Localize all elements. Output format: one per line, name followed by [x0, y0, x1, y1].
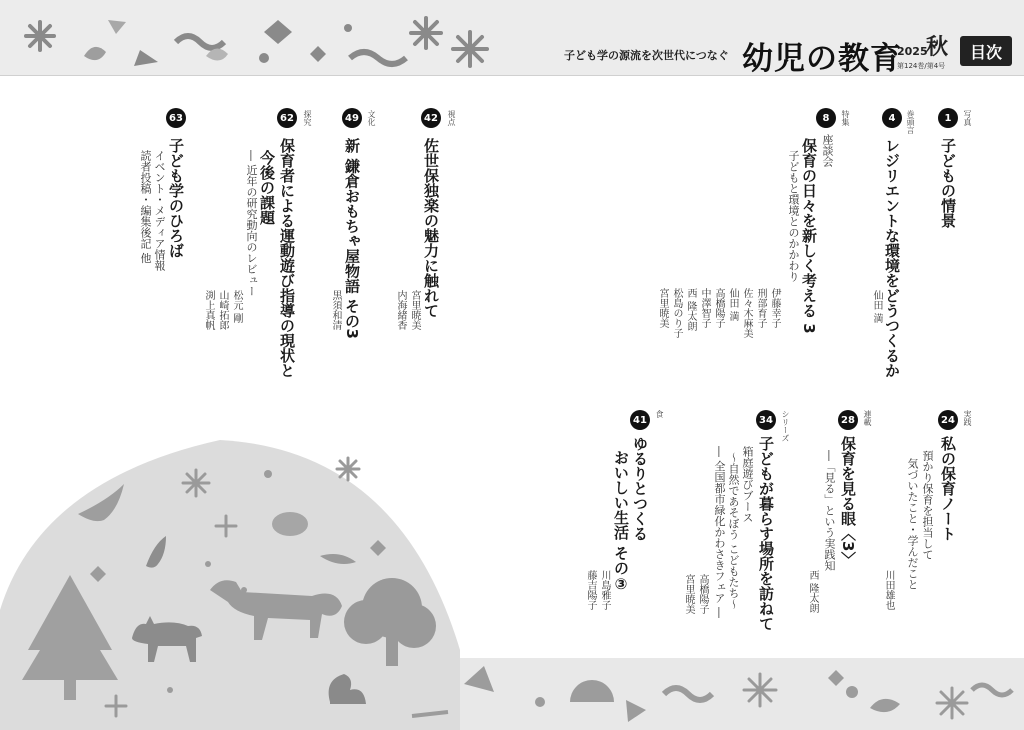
entry-category: 巻頭言 [906, 110, 915, 134]
entry-author: 宮里暁美 [683, 574, 694, 614]
magazine-slogan: 子ども学の源流を次世代につなぐ [564, 49, 729, 62]
sparkle-icon [411, 18, 441, 48]
entry-author: 西 隆太朗 [685, 288, 696, 332]
sparkle-icon [453, 32, 487, 66]
header-decoration [0, 0, 520, 75]
entry-author: 西 隆太朗 [807, 570, 818, 614]
entry-category: 特集 [841, 110, 850, 126]
issue-year: 2025 [897, 45, 928, 58]
entry-title: 保育者による運動遊び指導の現状と [278, 138, 296, 378]
triangle-shape [108, 20, 126, 34]
entry-subtitle-2: ～自然であそぼう こどもたち～ [727, 452, 740, 610]
entry-author: 宮里暁美 [657, 288, 668, 328]
sparkle-icon [26, 22, 54, 50]
entry-author: 川島雅子 [599, 570, 610, 610]
sparkle-icon [183, 470, 209, 496]
entry-title: 子ども学のひろば [167, 138, 185, 258]
bottom-band [460, 658, 1024, 730]
entry-subtitle: おいしい生活 その③ [612, 450, 630, 594]
entry-author: 松島のり子 [671, 288, 682, 338]
entry-title: 佐世保独楽の魅力に触れて [422, 138, 440, 318]
entry-subtitle: 箱庭遊びブース [741, 446, 754, 523]
page-number-badge: 62 [277, 108, 297, 128]
leaf-shape [84, 47, 106, 60]
sparkle-icon [937, 688, 967, 718]
dot-shape [205, 561, 211, 567]
issue-season: 秋 [926, 34, 949, 60]
entry-category: 食 [655, 410, 664, 418]
issue-volume: 第124巻/第4号 [897, 62, 946, 70]
fish-icon [272, 512, 308, 536]
entry-author: 仙田 満 [727, 288, 738, 322]
entry-title: 私の保育ノート [939, 436, 957, 541]
entry-author: 山崎拓郎 [217, 290, 228, 330]
entry-author: 内海緒香 [395, 290, 406, 330]
dot-shape [344, 24, 352, 32]
entry-category: 連載 [863, 410, 872, 426]
sparkle-icon [337, 458, 359, 480]
dot-shape [259, 53, 269, 63]
entry-author: 渕上真帆 [203, 290, 214, 330]
page-number-badge: 28 [838, 410, 858, 430]
entry-author: 高橋陽子 [713, 288, 724, 328]
magazine-title: 幼児の教育 [742, 41, 902, 77]
entry-subtitle: ―「見る」という実践知 [823, 450, 836, 571]
entry-title: 保育の日々を新しく考える 3 [800, 138, 818, 334]
page-number-badge: 1 [938, 108, 958, 128]
entry-subtitle: イベント・メディア情報 [153, 150, 166, 271]
page-number-badge: 24 [938, 410, 958, 430]
entry-author: 宮里暁美 [409, 290, 420, 330]
entry-author: 中澤智子 [699, 288, 710, 328]
entry-subtitle-2: 読者投稿・編集後記 他 [139, 150, 152, 264]
entry-author: 仙田 満 [871, 290, 882, 324]
entry-title: ゆるりとつくる [631, 436, 649, 541]
dot-shape [264, 470, 272, 478]
entry-author: 高橋陽子 [697, 574, 708, 614]
squiggle-shape [176, 36, 224, 48]
sparkle-icon [744, 674, 776, 706]
entry-subtitle-3: ― 全国都市緑化かわさきフェア ― [713, 446, 726, 618]
entry-subcategory: 座談会 [821, 134, 834, 167]
entry-subtitle: 今後の課題 [258, 150, 276, 225]
page-number-badge: 41 [630, 410, 650, 430]
bottom-illustration [0, 440, 1024, 730]
entry-category: 視点 [447, 110, 456, 126]
page-number-badge: 63 [166, 108, 186, 128]
entry-subtitle: 子どもと環境とのかかわり [787, 150, 800, 282]
entry-title: 子どもの情景 [939, 138, 957, 228]
entry-category: 実践 [963, 410, 972, 426]
page-number-badge: 4 [882, 108, 902, 128]
triangle-shape [134, 50, 158, 66]
page-number-badge: 42 [421, 108, 441, 128]
entry-author: 刑部育子 [755, 288, 766, 328]
diamond-shape [310, 46, 326, 62]
entry-subtitle-2: ― 近年の研究動向のレビュー [245, 150, 258, 297]
entry-author: 佐々木麻美 [741, 288, 752, 338]
dot-shape [241, 587, 247, 593]
entry-title: 子どもが暮らす場所を訪ねて [757, 436, 775, 631]
page-number-badge: 34 [756, 410, 776, 430]
toc-badge: 目次 [960, 36, 1012, 66]
entry-category: 探究 [303, 110, 312, 126]
diamond-shape [264, 20, 292, 44]
entry-author: 松元 剛 [231, 290, 242, 324]
entry-category: 写真 [963, 110, 972, 126]
entry-title: レジリエントな環境をどうつくるか [883, 138, 901, 378]
entry-subtitle: 預かり保育を担当して [921, 450, 934, 560]
entry-category: 文化 [367, 110, 376, 126]
dot-shape [535, 697, 545, 707]
page-number-badge: 49 [342, 108, 362, 128]
entry-author: 伊藤幸子 [769, 288, 780, 328]
dot-shape [167, 687, 173, 693]
page-number-badge: 8 [816, 108, 836, 128]
dot-shape [846, 686, 858, 698]
entry-title: 保育を見る眼〈3〉 [839, 436, 857, 567]
entry-category: シリーズ [781, 410, 790, 442]
entry-subtitle-2: 気づいたこと・学んだこと [906, 458, 919, 590]
entry-author: 藤吉陽子 [585, 570, 596, 610]
entry-author: 黒須和清 [330, 290, 341, 330]
entry-title: 新 鎌倉おもちゃ屋物語 その3 [343, 138, 361, 339]
squiggle-shape [350, 52, 406, 64]
entry-author: 川田雄也 [883, 570, 894, 610]
